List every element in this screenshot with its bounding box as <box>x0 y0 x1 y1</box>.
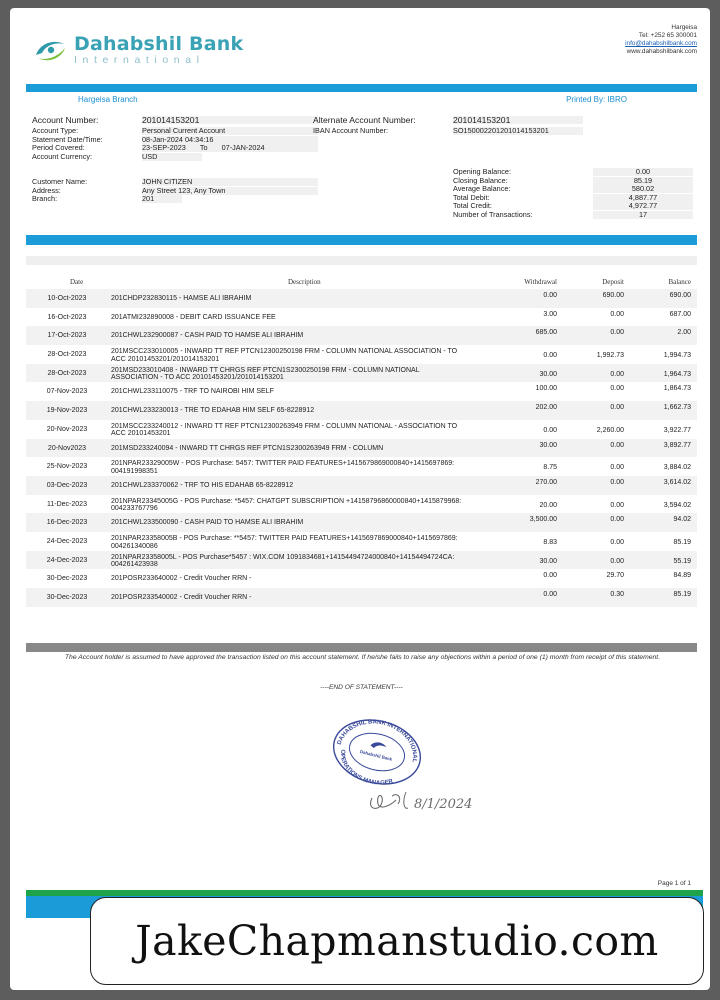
row-withdrawal: 30.00 <box>539 557 557 565</box>
row-balance: 94.02 <box>673 516 691 524</box>
row-description: 201CHWL233230013 - TRE TO EDAHAB HIM SELF 65-8228912 <box>111 407 315 415</box>
row-description: 201NPAR23358005B - POS Purchase: **5457: TWITTER PAID FEATURES+1415697869000840+1415697869: 004261340086 <box>111 534 458 550</box>
contact-city: Hargeisa <box>671 24 697 31</box>
contact-email-link[interactable]: info@dahabshilbank.com <box>625 40 697 47</box>
branch-name: Hargeisa Branch <box>78 95 138 104</box>
row-description: 201POSR233540002 - Credit Voucher RRN - <box>111 594 252 601</box>
row-date: 25-Nov-2023 <box>46 463 88 471</box>
row-deposit: 0.00 <box>610 516 624 524</box>
row-deposit: 1,992.73 <box>596 352 624 360</box>
row-description: 201ATMI232890008 - DEBIT CARD ISSUANCE FEE <box>111 313 276 321</box>
statement-dt: 08-Jan-2024 04:34:16 <box>142 136 318 144</box>
row-date: 28-Oct-2023 <box>47 351 87 359</box>
dahabshil-swirl-icon <box>32 35 68 65</box>
row-deposit: 0.00 <box>610 441 624 449</box>
row-withdrawal: 30.00 <box>539 370 557 378</box>
customer-address: Any Street 123, Any Town <box>142 187 318 195</box>
row-date: 03-Dec-2023 <box>46 481 88 489</box>
row-date: 24-Dec-2023 <box>46 537 88 545</box>
row-description: 201POSR233640002 - Credit Voucher RRN - <box>111 575 252 583</box>
statement-dt-label: Statement Date/Time: <box>32 134 103 144</box>
row-balance: 3,594.02 <box>663 501 691 509</box>
closing-balance-label: Closing Balance: <box>453 175 508 185</box>
row-balance: 3,614.02 <box>663 478 691 486</box>
opening-balance-label: Opening Balance: <box>453 167 512 176</box>
table-row <box>26 326 697 345</box>
page-number: Page 1 of 1 <box>657 880 691 887</box>
account-type: Personal Current Account <box>142 127 318 135</box>
row-date: 20-Nov2023 <box>47 444 87 452</box>
row-balance: 1,964.73 <box>663 370 691 378</box>
row-deposit: 0.30 <box>610 591 624 598</box>
row-withdrawal: 0.00 <box>543 426 557 434</box>
row-withdrawal: 30.00 <box>539 441 557 449</box>
stamp-top-text: DAHABSHIL BANK INTERNATIONAL <box>336 719 418 763</box>
row-withdrawal: 8.75 <box>543 464 557 472</box>
row-deposit: 0.00 <box>610 310 624 318</box>
section-blue-bar <box>26 235 697 245</box>
customer-name-label: Customer Name: <box>32 177 88 186</box>
row-withdrawal: 0.00 <box>543 352 557 360</box>
bank-subtitle: International <box>74 54 205 66</box>
row-description: 201NPAR23345005G - POS Purchase: *5457: CHATGPT SUBSCRIPTION +14158796860000840+1415879968: 004233767796 <box>111 497 462 513</box>
branch-label: Branch: <box>32 194 58 203</box>
transactions-count: 17 <box>593 211 693 219</box>
row-withdrawal: 0.00 <box>543 591 557 598</box>
period-covered <box>142 144 318 152</box>
row-description: 201CHDP232830115 - HAMSE ALI IBRAHIM <box>111 295 252 302</box>
operations-stamp <box>322 714 432 786</box>
row-date: 07-Nov-2023 <box>46 388 88 396</box>
row-withdrawal: 8.83 <box>543 538 557 546</box>
stamp-center-text: Dahabshil Bank <box>359 748 393 762</box>
customer-branch: 201 <box>142 195 182 203</box>
table-row <box>26 569 697 588</box>
total-debit-label: Total Debit: <box>453 192 490 202</box>
row-balance: 3,892.77 <box>663 441 691 449</box>
row-description: 201CHWL232900087 - CASH PAID TO HAMSE ALI IBRAHIM <box>111 332 304 340</box>
table-row <box>26 420 697 439</box>
table-row <box>26 345 697 364</box>
table-row <box>26 457 697 476</box>
alternate-info <box>313 116 693 236</box>
contact-website: www.dahabshilbank.com <box>626 48 697 55</box>
row-balance: 85.19 <box>673 538 691 546</box>
row-withdrawal: 100.00 <box>535 385 557 393</box>
row-deposit: 0.00 <box>610 404 624 412</box>
disclaimer-text: The Account holder is assumed to have approved the transaction listed on this account statement. If he/she fails to raise any objections within a period of one (1) month from receipt of this statement. <box>64 654 661 661</box>
account-number: 201014153201 <box>142 116 318 124</box>
row-deposit: 2,260.00 <box>596 426 624 434</box>
row-withdrawal: 20.00 <box>539 501 557 509</box>
row-deposit: 0.00 <box>610 370 624 378</box>
row-description: 201NPAR23358005L - POS Purchase*5457 : WIX.COM 1091834681+14154494724000840+14154494724CA: 004261423938 <box>111 553 455 569</box>
contact-block <box>625 24 697 56</box>
address-label: Address: <box>32 185 61 195</box>
table-row <box>26 513 697 532</box>
table-row <box>26 532 697 551</box>
row-description: 201MSD233240094 - INWARD TT CHRGS REF PTCN1S2300263949 FRM - COLUMN <box>111 444 384 452</box>
row-balance: 85.19 <box>673 591 691 598</box>
stamp-bottom-text: OPERATIONS MANAGER <box>338 749 394 786</box>
col-deposit: Deposit <box>602 278 624 286</box>
row-date: 16-Oct-2023 <box>47 313 87 321</box>
row-withdrawal: 0.00 <box>543 292 557 299</box>
row-balance: 55.19 <box>673 557 691 565</box>
account-number-label: Account Number: <box>32 115 99 125</box>
total-debit: 4,887.77 <box>593 194 693 202</box>
table-row <box>26 382 697 401</box>
average-balance: 580.02 <box>593 185 693 193</box>
row-deposit: 0.00 <box>610 329 624 337</box>
transactions-count-label: Number of Transactions: <box>453 209 533 219</box>
end-of-statement: ----END OF STATEMENT---- <box>320 684 403 691</box>
row-deposit: 29.70 <box>606 572 624 580</box>
row-date: 28-Oct-2023 <box>47 369 87 377</box>
alternate-number-label: Alternate Account Number: <box>313 115 416 125</box>
row-balance: 1,864.73 <box>663 385 691 393</box>
total-credit: 4,972.77 <box>593 202 693 210</box>
account-info <box>32 116 332 226</box>
row-description: 201CHWL233370062 - TRF TO HIS EDAHAB 65-8228912 <box>111 481 294 489</box>
section-grey-band <box>26 256 697 265</box>
row-date: 20-Nov-2023 <box>46 425 88 433</box>
row-description: 201CHWL233500090 - CASH PAID TO HAMSE ALI IBRAHIM <box>111 519 304 527</box>
table-row <box>26 588 697 607</box>
period-label: Period Covered: <box>32 143 85 152</box>
row-date: 19-Nov-2023 <box>46 407 88 415</box>
col-description: Description <box>288 278 321 286</box>
row-withdrawal: 270.00 <box>535 478 557 486</box>
alternate-number: 201014153201 <box>453 116 583 124</box>
row-deposit: 690.00 <box>602 292 624 299</box>
row-withdrawal: 3.00 <box>543 310 557 318</box>
table-row <box>26 364 697 383</box>
iban-number: SO150002201201014153201 <box>453 127 583 135</box>
table-row <box>26 401 697 420</box>
row-description: 201MSCC233240012 - INWARD TT REF PTCN12300263949 FRM - COLUMN NATIONAL - ASSOCIATION TO ACC 20101453201 <box>111 422 458 438</box>
table-row <box>26 289 697 308</box>
iban-label: IBAN Account Number: <box>313 126 389 135</box>
table-row <box>26 551 697 570</box>
signature-date: 8/1/2024 <box>414 797 473 812</box>
opening-balance: 0.00 <box>593 168 693 176</box>
row-balance: 84.89 <box>673 572 691 580</box>
row-withdrawal: 202.00 <box>535 404 557 412</box>
row-date: 16-Dec-2023 <box>46 519 88 527</box>
contact-tel: Tel: +252 65 300001 <box>638 32 697 39</box>
bank-name: Dahabshil Bank <box>74 33 244 55</box>
footer-grey-bar <box>26 643 697 652</box>
row-balance: 687.00 <box>669 310 691 318</box>
row-balance: 1,662.73 <box>663 404 691 412</box>
row-deposit: 0.00 <box>610 464 624 472</box>
currency-label: Account Currency: <box>32 151 93 161</box>
table-row <box>26 439 697 458</box>
col-withdrawal: Withdrawal <box>524 278 557 286</box>
row-balance: 2.00 <box>677 329 691 337</box>
col-date: Date <box>70 278 84 286</box>
branch-line <box>26 94 697 106</box>
row-description: 201MSCC233010005 - INWARD TT REF PTCN12300250198 FRM - COLUMN NATIONAL ASSOCIATION - TO ACC 20101453201/201014153201 <box>111 348 458 363</box>
row-balance: 3,884.02 <box>663 464 691 472</box>
total-credit-label: Total Credit: <box>453 201 492 210</box>
row-deposit: 0.00 <box>610 557 624 565</box>
header-blue-bar <box>26 84 697 92</box>
closing-balance: 85.19 <box>593 177 693 185</box>
row-date: 24-Dec-2023 <box>46 556 88 564</box>
row-balance: 3,922.77 <box>663 426 691 434</box>
transactions-table <box>26 289 697 607</box>
account-currency: USD <box>142 153 202 161</box>
row-withdrawal: 0.00 <box>543 572 557 580</box>
row-deposit: 0.00 <box>610 501 624 509</box>
row-description: 201CHWL233110075 - TRF TO NAIROBI HIM SELF <box>111 388 274 396</box>
row-deposit: 0.00 <box>610 538 624 546</box>
row-description: 201MSD233010408 - INWARD TT CHRGS REF PTCN1S2300250198 FRM - COLUMN NATIONAL ASSOCIATION - TO ACC 20101453201/201014153201 <box>111 366 420 382</box>
period-to-word: To <box>199 143 208 152</box>
col-balance: Balance <box>668 278 691 286</box>
period-to: 07-JAN-2024 <box>221 143 265 152</box>
row-date: 17-Oct-2023 <box>47 332 87 340</box>
table-row <box>26 476 697 495</box>
row-withdrawal: 3,500.00 <box>529 516 557 524</box>
table-row <box>26 495 697 514</box>
row-balance: 1,994.73 <box>663 352 691 360</box>
account-type-label: Account Type: <box>32 126 79 135</box>
table-header <box>26 276 697 286</box>
row-description: 201NPAR23329005W - POS Purchase: 5457: TWITTER PAID FEATURES+1415679869000840+1415697869: 004191998351 <box>111 460 455 475</box>
table-row <box>26 308 697 327</box>
row-date: 10-Oct-2023 <box>47 295 87 302</box>
row-withdrawal: 685.00 <box>535 329 557 337</box>
customer-name: JOHN CITIZEN <box>142 178 318 186</box>
row-deposit: 0.00 <box>610 385 624 393</box>
signature <box>362 778 492 818</box>
statement-page <box>10 8 710 990</box>
watermark-text: JakeChapmanstudio.com <box>135 917 659 965</box>
bank-logo <box>32 34 243 66</box>
row-balance: 690.00 <box>669 292 691 299</box>
average-balance-label: Average Balance: <box>453 184 511 193</box>
row-date: 30-Dec-2023 <box>46 575 88 583</box>
row-deposit: 0.00 <box>610 478 624 486</box>
row-date: 11-Dec-2023 <box>47 500 87 508</box>
period-from: 23-SEP-2023 <box>142 143 186 152</box>
row-date: 30-Dec-2023 <box>46 594 88 601</box>
printed-by: Printed By: IBRO <box>566 95 627 104</box>
watermark-banner <box>90 897 704 985</box>
